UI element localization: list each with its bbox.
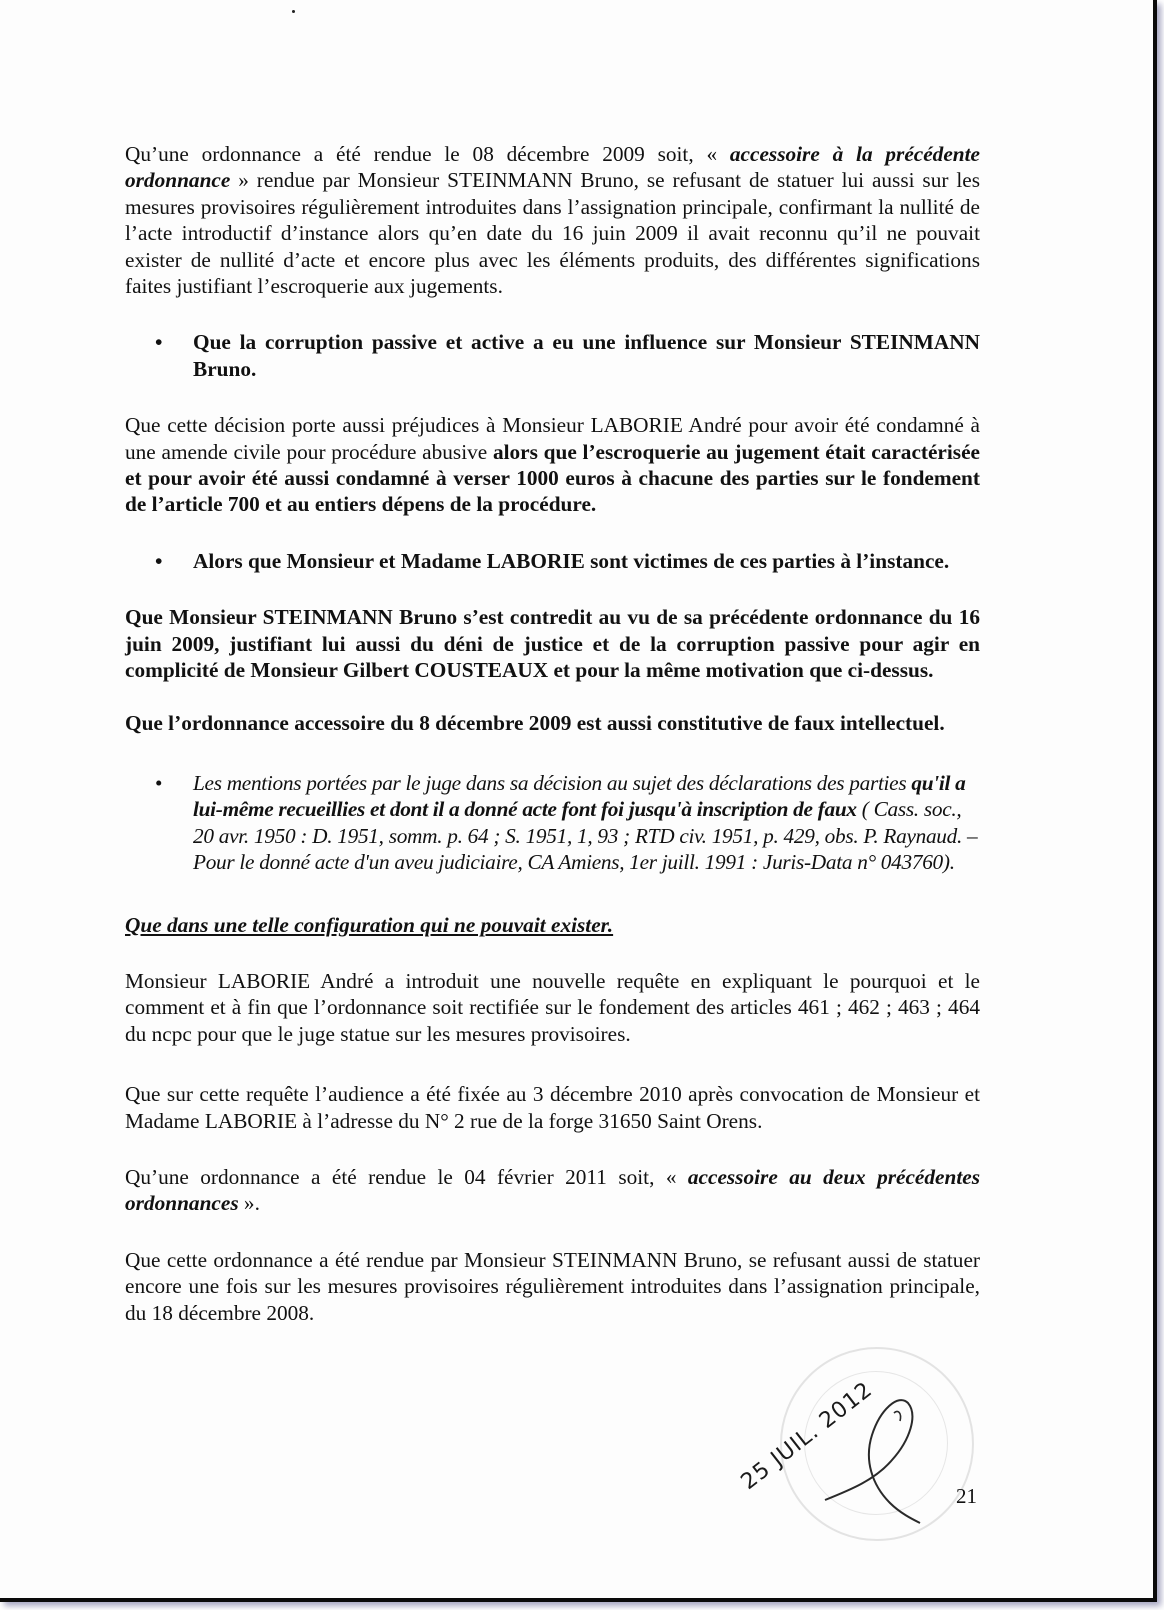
- paragraph-ordonnance-04-fev-2011: [125, 1164, 980, 1217]
- date-stamp: 25 JUIL. 2012: [736, 1377, 878, 1495]
- text-run: » rendue par Monsieur STEINMANN Bruno, se refusant de statuer lui aussi sur les mesures provisoires régulièrement introduites dans l’assignation principale, confirmant la nullité de l’acte introductif d’instance alors qu’en date du 16 juin 2009 il avait reconnu qu’il ne pouvait exister de nullité d’acte et encore plus avec les éléments produits, des différentes significations faites justifiant l’escroquerie aux jugements.: [125, 168, 980, 299]
- text-run: Qu’une ordonnance a été rendue le 04 février 2011 soit, «: [125, 1164, 688, 1189]
- paragraph-nouvelle-requete: [125, 968, 980, 1047]
- paragraph-prejudices: [125, 412, 980, 518]
- bullet-icon: •: [155, 330, 163, 355]
- text-run: Que cette ordonnance a été rendue par Monsieur STEINMANN Bruno, se refusant aussi de statuer encore une fois sur les mesures provisoires régulièrement introduites dans l’assignation principale, du 18 décembre 2008.: [125, 1247, 980, 1325]
- document-body: [125, 141, 980, 1326]
- quoted-title: accessoire à la précédente ordonnance: [125, 142, 980, 193]
- citation-reference: ( Cass. soc., 20 avr. 1950 : D. 1951, somm. p. 64 ; S. 1951, 1, 93 ; RTD civ. 1951, p. 429, obs. P. Raynaud. – Pour le donné acte d'un aveu judiciaire, CA Amiens, 1er juill. 1991 : Juris-Data n° 043760).: [193, 797, 978, 875]
- text-run: Qu’une ordonnance a été rendue le 08 décembre 2009 soit, «: [125, 142, 730, 166]
- bullet-icon: •: [155, 770, 163, 795]
- paragraph-contredit: [125, 604, 980, 683]
- text-run: Que Monsieur STEINMANN Bruno s’est contredit au vu de sa précédente ordonnance du 16 juin 2009, justifiant lui aussi du déni de justice et de la corruption passive pour agir en complicité de Monsieur Gilbert COUSTEAUX et pour la même motivation que ci-dessus.: [125, 605, 980, 683]
- text-run: Monsieur LABORIE André a introduit une nouvelle requête en expliquant le pourquoi et le comment et à fin que l’ordonnance soit rectifiée sur le fondement des articles 461 ; 462 ; 463 ; 464 du ncpc pour que le juge statue sur les mesures provisoires.: [125, 968, 980, 1046]
- bullet-text: Que la corruption passive et active a eu une influence sur Monsieur STEINMANN Bruno.: [193, 330, 980, 381]
- bullet-text: Alors que Monsieur et Madame LABORIE sont victimes de ces parties à l’instance.: [193, 548, 950, 573]
- bullet-jurisprudence: [125, 770, 980, 876]
- text-run: Que l’ordonnance accessoire du 8 décembre 2009 est aussi constitutive de faux intellectuel.: [125, 710, 945, 735]
- scan-speck: [292, 10, 295, 13]
- paragraph-ordonnance-08-dec-2009: [125, 141, 980, 299]
- paragraph-faux-intellectuel: [125, 710, 980, 736]
- page-number: 21: [956, 1484, 977, 1508]
- paragraph-configuration: [125, 912, 980, 938]
- paragraph-refus-statuer: [125, 1247, 980, 1326]
- bullet-victimes: [125, 548, 980, 574]
- bullet-icon: •: [155, 548, 163, 573]
- citation-text: Les mentions portées par le juge dans sa décision au sujet des déclarations des parties: [193, 770, 912, 795]
- paragraph-audience: [125, 1081, 980, 1134]
- quoted-title: accessoire au deux précédentes ordonnances: [125, 1164, 980, 1216]
- bullet-corruption-influence: [125, 329, 980, 382]
- text-run: ».: [238, 1191, 260, 1216]
- underlined-heading: Que dans une telle configuration qui ne pouvait exister.: [125, 912, 614, 937]
- citation-emphasis: qu'il a lui-même recueillies et dont il a donné acte font foi jusqu'à inscription de faux: [193, 770, 966, 822]
- text-run: Que sur cette requête l’audience a été fixée au 3 décembre 2010 après convocation de Monsieur et Madame LABORIE à l’adresse du N° 2 rue de la forge 31650 Saint Orens.: [125, 1082, 980, 1133]
- text-run: Que cette décision porte aussi préjudices à Monsieur LABORIE André pour avoir été condamné à une amende civile pour procédure abusive: [125, 413, 980, 464]
- emphasis-run: alors que l’escroquerie au jugement était caractérisée et pour avoir été aussi condamné à verser 1000 euros à chacune des parties sur le fondement de l’article 700 et au entiers dépens de la procédure.: [125, 439, 980, 517]
